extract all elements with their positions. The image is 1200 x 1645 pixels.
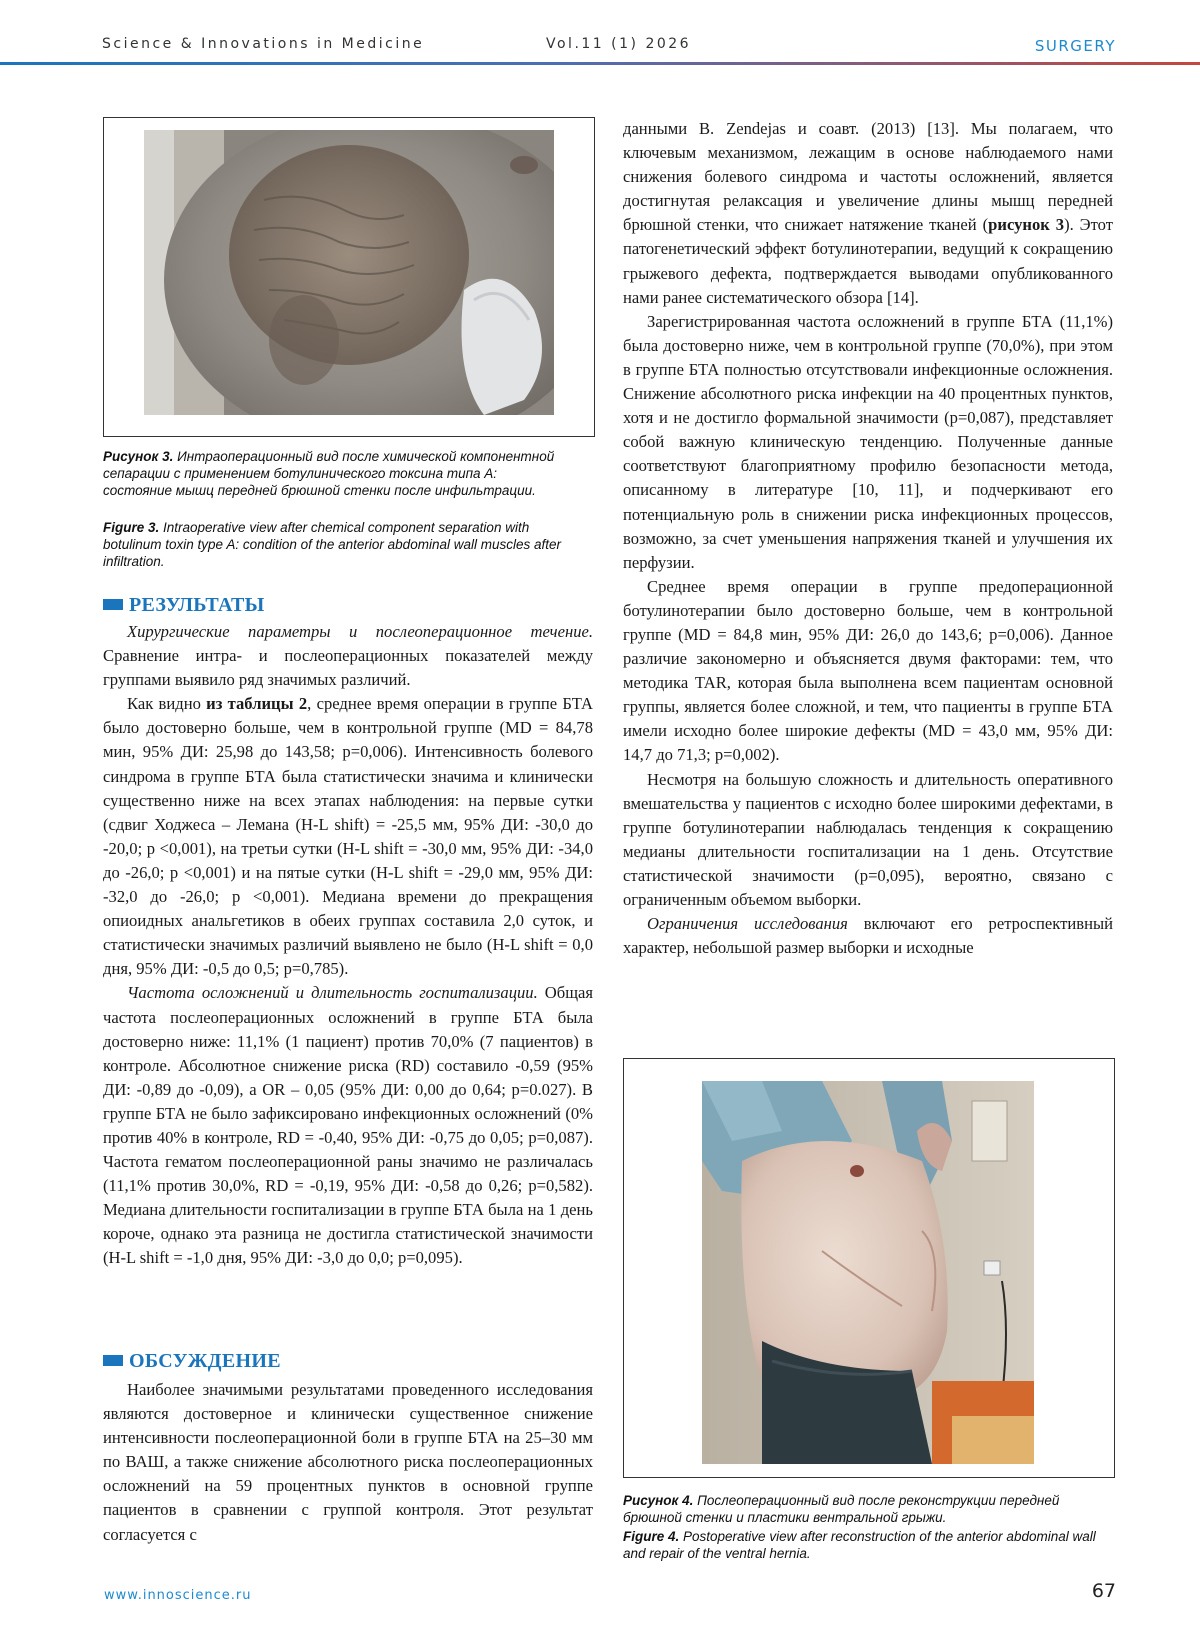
right-paragraph-1: данными B. Zendejas и соавт. (2013) [13]. Мы полагаем, что ключевым механизмом, лежащим в основе наблюдаемого нами снижения болевого синдрома и частоты осложнений, является достигнутая релаксация и увеличение длины мышц передней брюшной стенки, что снижает натяжение тканей (рисунок 3). Этот патогенетический эффект ботулинотерапии, ведущий к сокращению грыжевого дефекта, подтверждается выводами опубликованного нами ранее систематического обзора [14]. bbox=[623, 119, 1114, 307]
figure-4-photo bbox=[702, 1081, 1034, 1464]
right-paragraph-3: Среднее время операции в группе предоперационной ботулинотерапии было достоверно больше, чем в контрольной группе (MD = 84,8 мин, 95% ДИ: 26,0 до 143,6; p=0,006). Данное различие закономерно и объясняется двумя факторами: тем, что методика TAR, которая была выполнена всем пациентам основной группы, является более сложной, и тем, что пациенты в группе БТА имели исходно более широкие дефекты (MD = 43,0 мм, 95% ДИ: 14,7 до 71,3; p=0,002). bbox=[623, 576, 1113, 765]
right-paragraph-5: Ограничения исследования включают его ретроспективный характер, небольшой размер выборки и исходные bbox=[623, 914, 1113, 958]
figure-4-frame bbox=[623, 1058, 1115, 1478]
section-label: SURGERY bbox=[1034, 37, 1116, 55]
figure-3-photo bbox=[144, 130, 554, 415]
figure-3-caption-en: Figure 3. Intraoperative view after chemical component separation with botulinum toxin type A: condition of the anterior abdominal wall muscles after infiltration. bbox=[103, 520, 561, 569]
figure-3-caption-ru: Рисунок 3. Интраоперационный вид после химической компонентной сепарации с применением ботулинического токсина типа А: состояние мышц передней брюшной стенки после инфильтрации. bbox=[103, 449, 555, 498]
page-number: 67 bbox=[1091, 1580, 1116, 1602]
right-paragraph-2: Зарегистрированная частота осложнений в группе БТА (11,1%) была достоверно ниже, чем в контрольной группе (70,0%), при этом в группе БТА полностью отсутствовали инфекционные осложнения. Снижение абсолютного риска инфекции на 40 процентных пунктов, хотя и не достигло формальной значимости (p=0,087), представляет собой важную клиническую тенденцию. Полученные данные соответствуют благоприятному профилю безопасности метода, описанному в литературе [10, 11], и подчеркивают его потенциальную роль в снижении риска инфекционных процессов, возможно, за счет уменьшения напряжения тканей и улучшения их перфузии. bbox=[623, 311, 1113, 572]
right-column-body bbox=[623, 117, 1113, 960]
discussion-paragraph-1: Наиболее значимыми результатами проведенного исследования являются достоверное и клинически существенное снижение интенсивности послеоперационной боли в группе БТА на 25–30 мм по ВАШ, а также снижение абсолютного риска послеоперационных осложнений на 59 процентных пунктов в основной группе пациентов в сравнении с группой контроля. Этот результат согласуется с bbox=[103, 1380, 593, 1544]
figure-3-frame bbox=[103, 117, 595, 437]
journal-volume: Vol.11 (1) 2026 bbox=[546, 36, 692, 52]
header-rule bbox=[0, 62, 1200, 65]
heading-marker bbox=[103, 1355, 123, 1366]
figure-4-caption-ru: Рисунок 4. Послеоперационный вид после реконструкции передней брюшной стенки и пластики вентральной грыжи. bbox=[623, 1493, 1060, 1525]
journal-title: Science & Innovations in Medicine bbox=[102, 36, 425, 52]
results-body bbox=[103, 620, 593, 1271]
heading-marker bbox=[103, 599, 123, 610]
footer-url[interactable]: www.innoscience.ru bbox=[104, 1588, 252, 1603]
results-paragraph-1: Хирургические параметры и послеоперационное течение. Сравнение интра- и послеоперационных показателей между группами выявило ряд значимых различий. bbox=[103, 622, 593, 690]
results-paragraph-3: Частота осложнений и длительность госпитализации. Общая частота послеоперационных осложнений в группе БТА была достоверно ниже: 11,1% (1 пациент) против 70,0% (7 пациентов) в контроле. Абсолютное снижение риска (RD) составило -0,59 (95% ДИ: -0,89 до -0,09), а OR – 0,05 (95% ДИ: 0,00 до 0,64; p=0.027). В группе БТА не было зафиксировано инфекционных осложнений (0% против 40% в контроле, RD = -0,40, 95% ДИ: -0,75 до 0,05; p=0,087). Частота гематом послеоперационной раны значимо не различалась (11,1% против 30,0%, RD = -0,19, 95% ДИ: -0,58 до 0,26; p=0,582). Медиана длительности госпитализации в группе БТА была на 1 день короче, однако эта разница не достигла статистической значимости (H-L shift = -1,0 дня, 95% ДИ: -3,0 до 0,0; p=0,095). bbox=[103, 983, 593, 1268]
results-paragraph-2: Как видно из таблицы 2, среднее время операции в группе БТА было достоверно больше, чем в контрольной группе (MD = 84,78 мин, 95% ДИ: 25,98 до 143,58; p=0,006). Интенсивность болевого синдрома в группе БТА была статистически значима и клинически существенно ниже на всех этапах наблюдения: на первые сутки (сдвиг Ходжеса – Лемана (H-L shift) = -25,5 мм, 95% ДИ: -30,0 до -20,0; p <0,001), на третьи сутки (H-L shift = -30,0 мм, 95% ДИ: -34,0 до -26,0; p <0,001) и на пятые сутки (H-L shift = -29,0 мм, 95% ДИ: -32,0 до -26,0; p <0,001). Медиана времени до прекращения опиоидных анальгетиков в обеих группах составила 2,0 суток, и статистически значимых различий выявлено не было (H-L shift = 0,0 дня, 95% ДИ: -0,5 до 0,5; p=0,785). bbox=[103, 694, 593, 979]
discussion-body bbox=[103, 1378, 593, 1547]
right-paragraph-4: Несмотря на большую сложность и длительность оперативного вмешательства у пациентов с исходно более широкими дефектами, в группе ботулинотерапии наблюдалась тенденция к сокращению медианы длительности госпитализации на 1 день. Отсутствие статистической значимости (p=0,095), вероятно, связано с ограниченным объемом выборки. bbox=[623, 769, 1113, 909]
discussion-heading: ОБСУЖДЕНИЕ bbox=[103, 1350, 281, 1373]
figure-4-caption-en: Figure 4. Postoperative view after reconstruction of the anterior abdominal wall and repair of the ventral hernia. bbox=[623, 1529, 1096, 1561]
results-heading: РЕЗУЛЬТАТЫ bbox=[103, 594, 265, 617]
